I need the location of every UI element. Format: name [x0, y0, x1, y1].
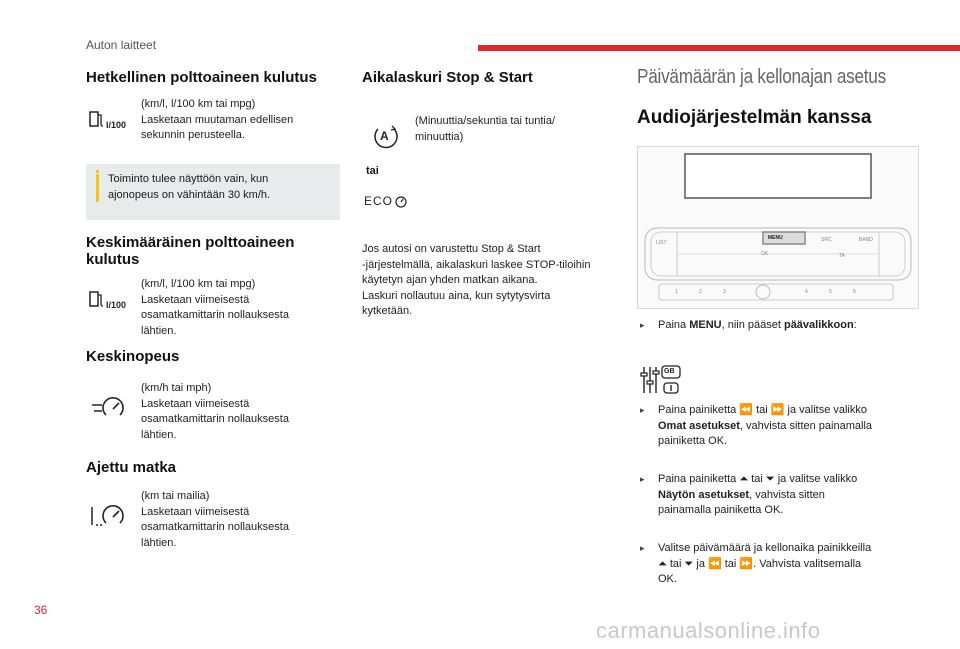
step-4: ▸ Valitse päivämäärä ja kellonaika painikkeilla ⏶ tai ⏷ ja ⏪ tai ⏩. Vahvista valitsemalla OK.	[640, 542, 872, 585]
src-button: SRC	[821, 237, 832, 243]
arrow-bullet-icon: ▸	[640, 320, 645, 330]
audio-panel-illustration: MENU LIST OK SRC BAND TA 1 2 3 4 5 6	[637, 146, 919, 309]
date-time-title: Päivämäärän ja kellonajan asetus	[637, 66, 886, 88]
stop-start-title: Aikalaskuri Stop & Start	[362, 69, 533, 86]
arrow-bullet-icon: ▸	[640, 474, 645, 484]
distance-title: Ajettu matka	[86, 459, 177, 476]
or-label: tai	[366, 165, 379, 177]
arrow-bullet-icon: ▸	[640, 405, 645, 415]
eco-timer-icon: ECO	[364, 193, 408, 213]
stop-start-paragraph: Jos autosi on varustettu Stop & Start -järjestelmällä, aikalaskuri laskee STOP-tiloihin käytetyn ajan yhden matkan aikana. Laskuri nollautuu aina, kun sytytysvirta kytketään.	[362, 243, 591, 317]
language-gb-label: GB	[664, 368, 675, 375]
step-1: ▸ Paina MENU, niin pääset päävalikkoon:	[640, 318, 940, 334]
settings-language-icon	[640, 363, 684, 397]
info-icon-dot	[96, 170, 99, 173]
menu-button: MENU	[768, 235, 783, 241]
average-consumption-text: (km/l, l/100 km tai mpg) Lasketaan viimeisestä osamatkamittarin nollauksesta lähtien.	[141, 278, 289, 337]
list-button: LIST	[656, 240, 667, 246]
distance-text: (km tai mailia) Lasketaan viimeisestä osamatkamittarin nollauksesta lähtien.	[141, 490, 289, 549]
speedometer-icon	[88, 395, 132, 421]
instant-consumption-title: Hetkellinen polttoaineen kulutus	[86, 69, 317, 86]
average-consumption-title: Keskimääräinen polttoaineen kulutus	[86, 234, 295, 268]
instant-consumption-text: (km/l, l/100 km tai mpg) Lasketaan muutaman edellisen sekunnin perusteella.	[141, 98, 294, 141]
info-icon	[96, 174, 99, 202]
header-accent-bar	[478, 45, 960, 51]
page-number: 36	[34, 603, 48, 617]
info-note: Toiminto tulee näyttöön vain, kun ajonopeus on vähintään 30 km/h.	[86, 164, 340, 220]
ok-button: OK	[761, 251, 769, 257]
fuel-unit-label: l/100	[106, 120, 127, 130]
step-2: ▸ Paina painiketta ⏪ tai ⏩ ja valitse valikko Omat asetukset, vahvista sitten painamalla painiketta OK.	[640, 404, 873, 447]
stop-start-units: (Minuuttia/sekuntia tai tuntia/ minuuttia)	[415, 115, 556, 143]
band-button: BAND	[859, 237, 873, 243]
distance-icon	[88, 503, 132, 529]
average-speed-title: Keskinopeus	[86, 348, 180, 365]
average-speed-text: (km/h tai mph) Lasketaan viimeisestä osamatkamittarin nollauksesta lähtien.	[141, 382, 289, 441]
fuel-unit-label: l/100	[106, 300, 127, 310]
watermark: carmanualsonline.info	[596, 618, 821, 643]
stop-start-icon: A	[372, 123, 400, 151]
fuel-pump-icon	[88, 110, 132, 132]
step-3: ▸ Paina painiketta ⏶ tai ⏷ ja valitse valikko Näytön asetukset, vahvista sitten painamalla painiketta OK.	[640, 473, 858, 516]
audio-system-title: Audiojärjestelmän kanssa	[637, 107, 872, 128]
fuel-pump-icon	[88, 290, 132, 312]
section-label: Auton laitteet	[86, 38, 157, 52]
arrow-bullet-icon: ▸	[640, 543, 645, 553]
ta-button: TA	[839, 253, 846, 259]
